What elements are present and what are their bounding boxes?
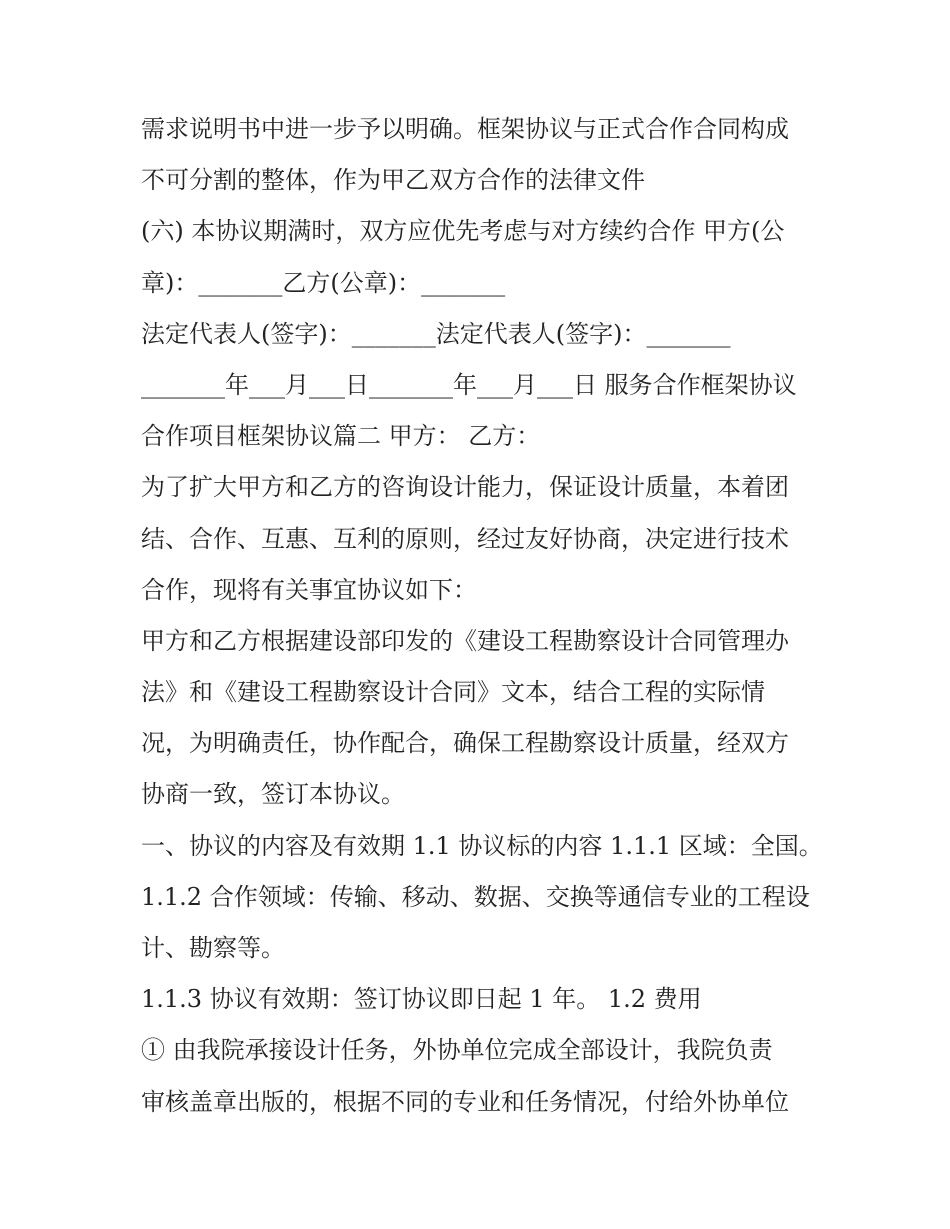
text-line: ① 由我院承接设计任务，外协单位完成全部设计，我院负责 (141, 1036, 773, 1065)
text-line: 结、合作、互惠、互利的原则，经过友好协商，决定进行技术 (141, 524, 789, 553)
text-line: (六) 本协议期满时，双方应优先考虑与对方续约合作 甲方(公 (141, 217, 785, 246)
document-body (141, 104, 821, 1128)
text-line: _______年___月___日_______年___月___日 服务合作框架协议 (141, 370, 797, 399)
text-line: 为了扩大甲方和乙方的咨询设计能力，保证设计质量，本着团 (141, 473, 789, 502)
text-line: 不可分割的整体，作为甲乙双方合作的法律文件 (141, 166, 645, 195)
text-line: 法定代表人(签字)：_______法定代表人(签字)：_______ (141, 319, 731, 348)
text-line: 甲方和乙方根据建设部印发的《建设工程勘察设计合同管理办 (141, 626, 789, 655)
text-line: 合作项目框架协议篇二 甲方： 乙方： (141, 422, 541, 451)
text-line: 法》和《建设工程勘察设计合同》文本，结合工程的实际情 (141, 678, 765, 707)
text-line: 审核盖章出版的，根据不同的专业和任务情况，付给外协单位 (141, 1087, 789, 1116)
text-line: 需求说明书中进一步予以明确。框架协议与正式合作合同构成 (141, 115, 789, 143)
text-line: 合作，现将有关事宜协议如下： (141, 575, 477, 604)
text-line: 一、协议的内容及有效期 1.1 协议标的内容 1.1.1 区域：全国。 (141, 831, 823, 860)
text-line: 协商一致，签订本协议。 (141, 780, 405, 809)
text-line: 况，为明确责任，协作配合，确保工程勘察设计质量，经双方 (141, 729, 789, 758)
text-line: 章)：_______乙方(公章)：_______ (141, 268, 506, 297)
text-line: 1.1.2 合作领域：传输、移动、数据、交换等通信专业的工程设 (141, 882, 810, 911)
text-line: 1.1.3 协议有效期：签订协议即日起 1 年。 1.2 费用 (141, 985, 702, 1014)
text-line: 计、勘察等。 (141, 934, 285, 962)
